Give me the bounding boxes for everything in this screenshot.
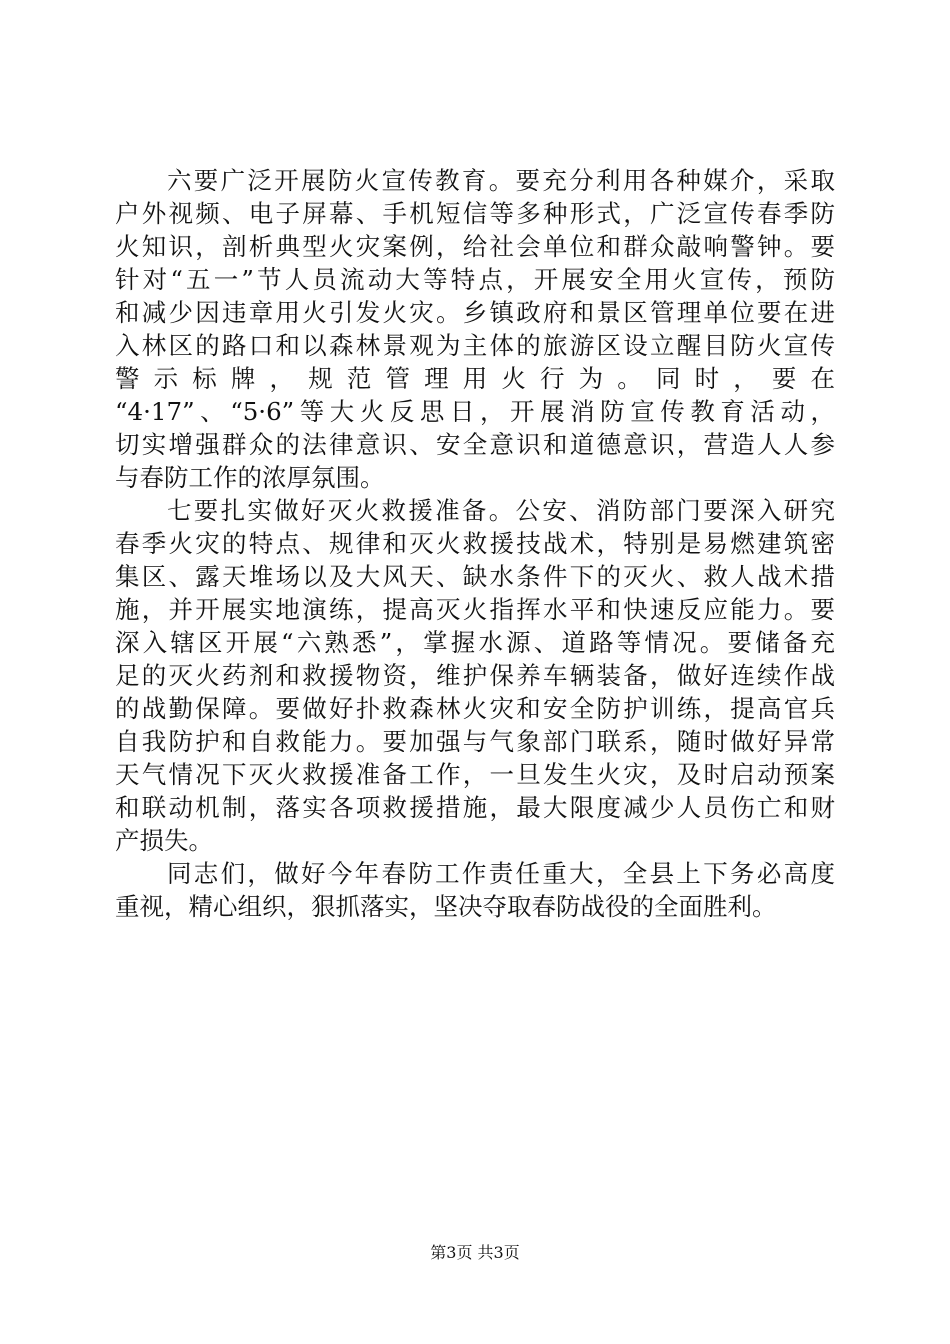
document-body bbox=[115, 164, 835, 923]
text-line: 和减少因违章用火引发火灾。乡镇政府和景区管理单位要在进 bbox=[115, 298, 835, 327]
text-line: 与春防工作的浓厚氛围。 bbox=[115, 463, 385, 492]
text-line: 集区、露天堆场以及大风天、缺水条件下的灭火、救人战术措 bbox=[115, 562, 835, 591]
text-line: 天气情况下灭火救援准备工作，一旦发生火灾，及时启动预案 bbox=[115, 760, 835, 789]
text-line: 产损失。 bbox=[115, 826, 213, 855]
text-line: 户外视频、电子屏幕、手机短信等多种形式，广泛宣传春季防 bbox=[115, 199, 835, 228]
text-line: 重视，精心组织，狠抓落实，坚决夺取春防战役的全面胜利。 bbox=[115, 892, 777, 921]
text-line: 深入辖区开展“六熟悉”，掌握水源、道路等情况。要储备充 bbox=[115, 628, 835, 657]
text-line: 入林区的路口和以森林景观为主体的旅游区设立醒目防火宣传 bbox=[115, 331, 835, 360]
text-line: 施，并开展实地演练，提高灭火指挥水平和快速反应能力。要 bbox=[115, 595, 835, 624]
text-line: 足的灭火药剂和救援物资，维护保养车辆装备，做好连续作战 bbox=[115, 661, 835, 690]
paragraph-rescue-preparation bbox=[115, 494, 835, 857]
text-line: “4·17”、“5·6”等大火反思日，开展消防宣传教育活动， bbox=[115, 397, 835, 426]
text-line: 六要广泛开展防火宣传教育。要充分利用各种媒介，采取 bbox=[167, 166, 835, 195]
text-line: 警示标牌，规范管理用火行为。同时，要在 bbox=[115, 364, 835, 393]
page-footer: 第3页 共3页 bbox=[430, 1243, 520, 1262]
text-line: 同志们，做好今年春防工作责任重大，全县上下务必高度 bbox=[167, 859, 835, 888]
text-line: 针对“五一”节人员流动大等特点，开展安全用火宣传，预防 bbox=[115, 265, 835, 294]
text-line: 七要扎实做好灭火救援准备。公安、消防部门要深入研究 bbox=[167, 496, 835, 525]
text-line: 和联动机制，落实各项救援措施，最大限度减少人员伤亡和财 bbox=[115, 793, 835, 822]
paragraph-closing bbox=[115, 857, 835, 923]
text-line: 火知识，剖析典型火灾案例，给社会单位和群众敲响警钟。要 bbox=[115, 232, 835, 261]
text-line: 的战勤保障。要做好扑救森林火灾和安全防护训练，提高官兵 bbox=[115, 694, 835, 723]
paragraph-fire-publicity bbox=[115, 164, 835, 494]
text-line: 自我防护和自救能力。要加强与气象部门联系，随时做好异常 bbox=[115, 727, 835, 756]
text-line: 春季火灾的特点、规律和灭火救援技战术，特别是易燃建筑密 bbox=[115, 529, 835, 558]
text-line: 切实增强群众的法律意识、安全意识和道德意识，营造人人参 bbox=[115, 430, 835, 459]
